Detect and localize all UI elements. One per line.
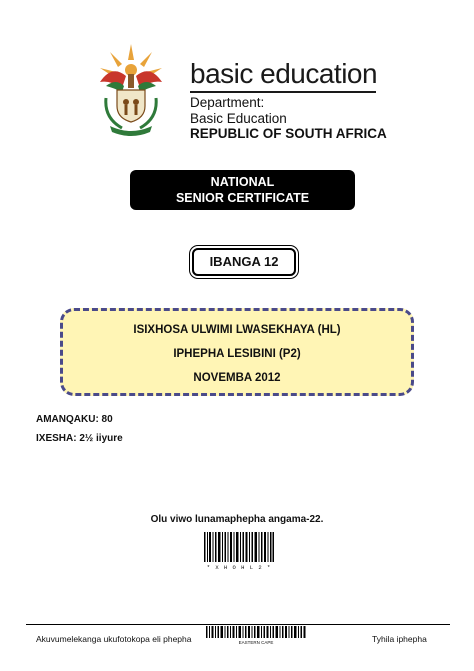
department-name: Basic Education — [190, 111, 287, 126]
brand-title: basic education — [190, 58, 378, 89]
exam-date: NOVEMBA 2012 — [193, 372, 281, 384]
paper-barcode — [204, 532, 274, 562]
coat-of-arms-logo — [92, 42, 170, 138]
grade-badge: IBANGA 12 — [192, 248, 296, 276]
brand-divider — [190, 91, 376, 93]
time-label: IXESHA: 2½ iiyure — [36, 433, 123, 444]
page-count-note: Olu viwo lunamaphepha angama-22. — [150, 514, 324, 525]
paper-number: IPHEPHA LESIBINI (P2) — [173, 348, 301, 360]
paper-barcode-code: * X H O H L 2 * — [206, 564, 272, 571]
footer-divider — [26, 624, 450, 625]
province-label: EASTERN CAPE — [238, 640, 274, 645]
certificate-banner — [130, 170, 355, 210]
copy-notice: Akuvumelekanga ukufotokopa eli phepha — [36, 634, 192, 644]
subject-box — [60, 308, 414, 396]
marks-label: AMANQAKU: 80 — [36, 414, 113, 425]
country-name: REPUBLIC OF SOUTH AFRICA — [190, 126, 387, 141]
subject-title: ISIXHOSA ULWIMI LWASEKHAYA (HL) — [133, 324, 341, 336]
footer-barcode — [206, 626, 306, 638]
certificate-line1: NATIONAL — [210, 175, 275, 189]
certificate-line2: SENIOR CERTIFICATE — [175, 191, 310, 205]
department-label: Department: — [190, 95, 265, 110]
turn-over-note: Tyhila iphepha — [372, 634, 427, 644]
